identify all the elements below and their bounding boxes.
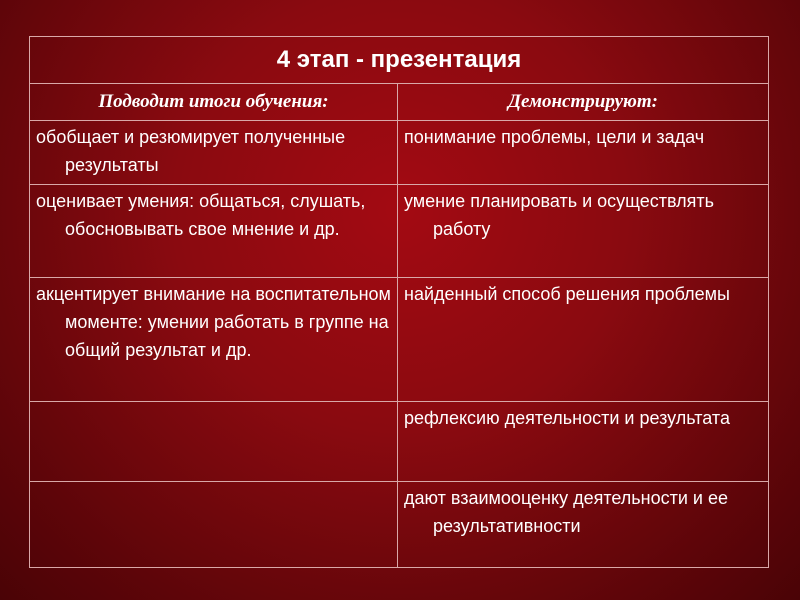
cell-text: умение планировать и осуществлять работу	[404, 191, 715, 239]
table-row	[30, 482, 769, 568]
header-row	[30, 84, 769, 121]
cell-right	[398, 185, 769, 278]
cell-text: оценивает умения: общаться, слушать, обосновывать свое мнение и др.	[36, 191, 366, 239]
table-row	[30, 121, 769, 185]
cell-left	[30, 121, 398, 185]
cell-text: понимание проблемы, цели и задач	[404, 127, 705, 147]
header-right: Демонстрируют:	[398, 84, 769, 121]
table-row	[30, 402, 769, 482]
cell-left	[30, 278, 398, 402]
cell-text	[30, 402, 397, 408]
cell-left	[30, 185, 398, 278]
stage-table	[29, 36, 769, 568]
cell-text: рефлексию деятельности и результата	[404, 408, 730, 428]
cell-text	[30, 482, 397, 488]
cell-left	[30, 482, 398, 568]
cell-right	[398, 121, 769, 185]
cell-text: акцентирует внимание на воспитательном моменте: умении работать в группе на общий результат и др.	[36, 284, 391, 360]
table-row	[30, 278, 769, 402]
table-row	[30, 185, 769, 278]
cell-text: найденный способ решения проблемы	[404, 284, 730, 304]
cell-text: дают взаимооценку деятельности и ее результативности	[404, 488, 728, 536]
cell-right	[398, 278, 769, 402]
cell-text: обобщает и резюмирует полученные результаты	[36, 127, 346, 175]
table-title: 4 этап - презентация	[30, 37, 769, 84]
header-left: Подводит итоги обучения:	[30, 84, 398, 121]
cell-right	[398, 402, 769, 482]
cell-right	[398, 482, 769, 568]
cell-left	[30, 402, 398, 482]
title-row	[30, 37, 769, 84]
